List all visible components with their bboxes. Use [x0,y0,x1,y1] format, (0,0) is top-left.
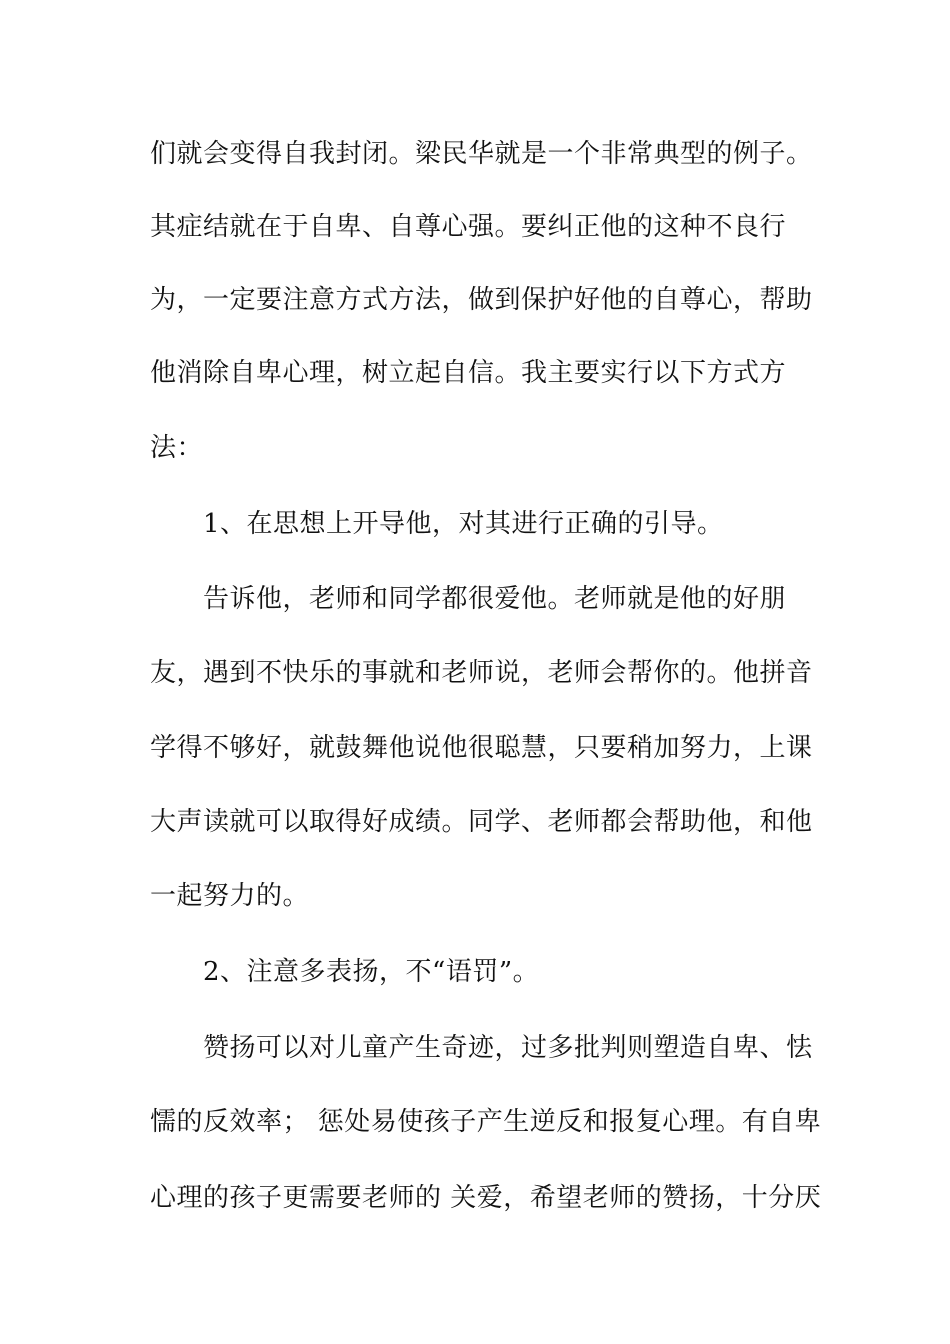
text-line-15: 心理的孩子更需要老师的 关爱，希望老师的赞扬，十分厌 [150,1183,822,1213]
text-line-10: 大声读就可以取得好成绩。同学、老师都会帮助他，和他 [150,807,813,837]
text-line-7: 告诉他，老师和同学都很爱他。老师就是他的好朋 [203,584,787,614]
text-line-5: 法： [150,433,204,463]
text-line-3: 为，一定要注意方式方法，做到保护好他的自尊心，帮助 [150,285,813,315]
text-line-2: 其症结就在于自卑、自尊心强。要纠正他的这种不良行 [150,212,787,242]
section-heading-1: 1、在思想上开导他，对其进行正确的引导。 [203,509,724,539]
section-heading-2: 2、注意多表扬，不“语罚”。 [203,957,540,987]
text-line-1: 们就会变得自我封闭。梁民华就是一个非常典型的例子。 [150,139,813,169]
text-line-11: 一起努力的。 [150,881,310,911]
text-line-8: 友，遇到不快乐的事就和老师说，老师会帮你的。他拼音 [150,658,813,688]
text-line-9: 学得不够好，就鼓舞他说他很聪慧，只要稍加努力，上课 [150,733,813,763]
text-line-13: 赞扬可以对儿童产生奇迹，过多批判则塑造自卑、怯 [203,1033,813,1063]
text-line-4: 他消除自卑心理，树立起自信。我主要实行以下方式方 [150,358,787,388]
text-line-14: 懦的反效率； 惩处易使孩子产生逆反和报复心理。有自卑 [150,1107,822,1137]
